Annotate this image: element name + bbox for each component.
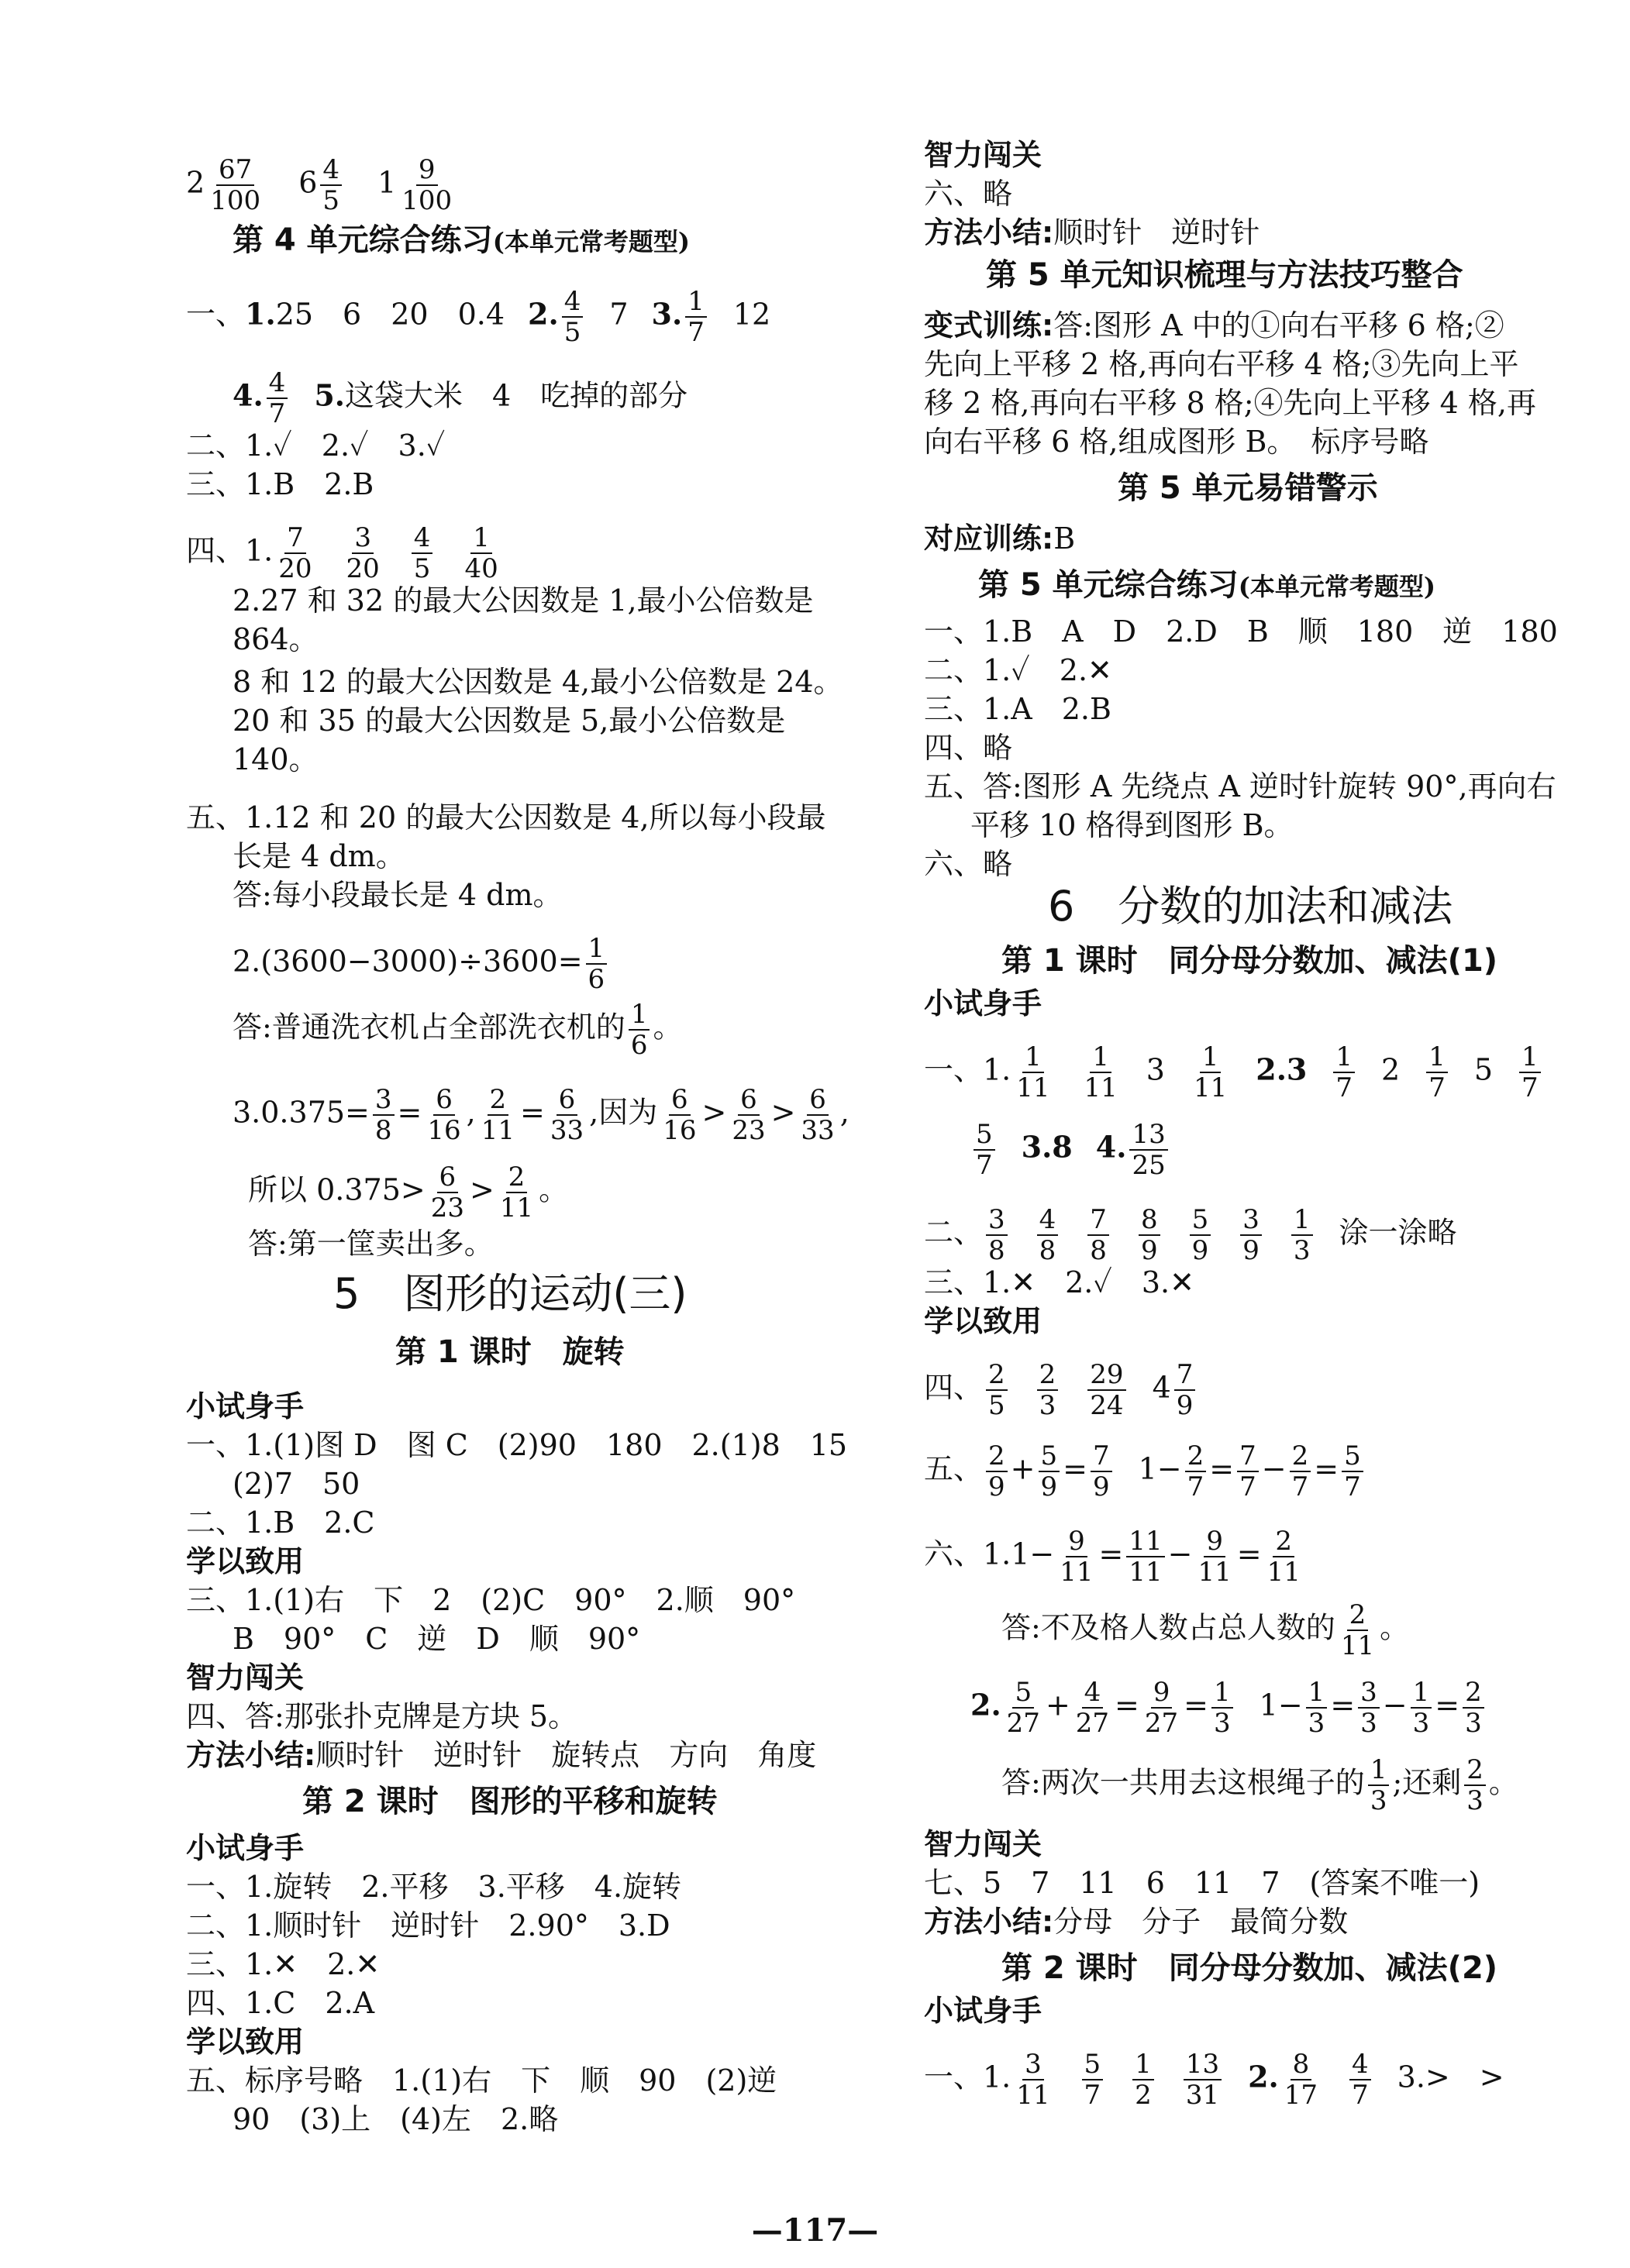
- fraction: $\frac{2}{11}$: [1266, 1526, 1301, 1588]
- corresponding-training: 对应训练:B: [924, 521, 1076, 556]
- unit5-comp-5b: 平移 10 格得到图形 B。: [970, 808, 1294, 842]
- unit4-section5-1b: 长是 4 dm。: [233, 839, 405, 873]
- fraction: $\frac{6}{16}$: [663, 1084, 697, 1146]
- unit6-heading: 6 分数的加法和减法: [1048, 882, 1453, 931]
- fraction: $\frac{1}{6}$: [629, 1000, 650, 1060]
- unit5-lesson1-title: 第 1 课时 旋转: [395, 1334, 625, 1370]
- fraction: $\frac{5}{7}$: [1082, 2049, 1104, 2110]
- fraction: $\frac{7}{9}$: [1091, 1441, 1112, 1502]
- unit6-1-line1: 一、1. $\frac{1}{11}$ $\frac{1}{11}$ 3 $\frac{1}{11}$ 2.3 $\frac{1}{7}$ 2 $\frac{1}{7}$ 5 $\frac{1}{7}$: [924, 1042, 1544, 1103]
- unit5-lesson1-method: 方法小结:顺时针 逆时针 旋转点 方向 角度: [186, 1738, 817, 1772]
- unit4-section2: 二、1.✓ 2.✓ 3.✓: [186, 428, 446, 463]
- fraction: $\frac{4}{8}$: [1037, 1205, 1059, 1265]
- unit6-lesson2-1: 一、1. $\frac{3}{11}$ $\frac{5}{7}$ $\frac{1}{2}$ $\frac{13}{31}$ 2. $\frac{8}{17}$ $\frac{4}{7}$ 3.> >: [924, 2049, 1504, 2111]
- unit5-lesson1-1a: 一、1.(1)图 D 图 C (2)90 180 2.(1)8 15: [186, 1428, 848, 1462]
- fraction: $\frac{29}{24}$: [1087, 1360, 1125, 1420]
- unit4-section4-2c: 8 和 12 的最大公因数是 4,最小公倍数是 24。: [233, 665, 843, 699]
- unit5-lesson1-2: 二、1.B 2.C: [186, 1506, 375, 1540]
- unit6-lesson1-title: 第 1 课时 同分母分数加、减法(1): [1001, 943, 1498, 979]
- fraction: $\frac{1}{3}$: [1368, 1755, 1390, 1815]
- fraction: $\frac{1}{7}$: [1426, 1042, 1448, 1103]
- fraction: $\frac{11}{11}$: [1126, 1526, 1164, 1587]
- unit4-section5-2: 2.(3600−3000)÷3600= $\frac{1}{6}$: [233, 934, 610, 994]
- lesson-use-heading: 学以致用: [924, 1304, 1042, 1338]
- fraction: $\frac{8}{9}$: [1139, 1205, 1160, 1265]
- unit5-error-title: 第 5 单元易错警示: [1118, 470, 1378, 506]
- fraction: $\frac{1}{7}$: [1519, 1042, 1541, 1103]
- fraction: $\frac{2}{7}$: [1290, 1441, 1311, 1502]
- unit5-method: 方法小结:顺时针 逆时针: [924, 215, 1260, 250]
- unit5-lesson2-title: 第 2 课时 图形的平移和旋转: [302, 1784, 718, 1819]
- unit5-lesson2-5a: 五、标序号略 1.(1)右 下 顺 90 (2)逆: [186, 2063, 777, 2098]
- unit6-4: 四、 $\frac{2}{5}$ $\frac{2}{3}$ $\frac{29}{24}$ 4 $\frac{7}{9}$: [924, 1360, 1198, 1420]
- fraction: $\frac{6}{23}$: [732, 1084, 766, 1146]
- fraction: $\frac{9}{100}$: [401, 154, 453, 216]
- unit5-lesson1-3b: B 90° C 逆 D 顺 90°: [233, 1622, 641, 1656]
- fraction: $\frac{3}{8}$: [373, 1085, 395, 1145]
- unit4-section5-3-so: 所以 0.375> $\frac{6}{23}$ > $\frac{2}{11}$ 。: [248, 1162, 569, 1223]
- fraction: $\frac{1}{2}$: [1132, 2049, 1154, 2110]
- unit4-section4-2d: 20 和 35 的最大公因数是 5,最小公倍数是: [233, 704, 786, 738]
- lesson-try-heading: 小试身手: [186, 1389, 305, 1423]
- unit4-section4-line1: 四、1. $\frac{7}{20}$ $\frac{3}{20}$ $\frac{4}{5}$ $\frac{1}{40}$: [186, 523, 504, 583]
- fraction: $\frac{7}{7}$: [1237, 1441, 1259, 1502]
- fraction: $\frac{9}{11}$: [1060, 1526, 1094, 1588]
- fraction: $\frac{2}{5}$: [986, 1360, 1008, 1420]
- unit6-1-line2: $\frac{5}{7}$ 3.8 4. $\frac{13}{25}$: [970, 1120, 1171, 1180]
- page-number: —117—: [751, 2212, 879, 2249]
- unit5-lesson2-1: 一、1.旋转 2.平移 3.平移 4.旋转: [186, 1870, 682, 1904]
- unit5-lesson1-4: 四、答:那张扑克牌是方块 5。: [186, 1699, 578, 1733]
- fraction: $\frac{1}{3}$: [1411, 1678, 1432, 1738]
- fraction: $\frac{13}{31}$: [1184, 2049, 1222, 2110]
- variant-training-3: 移 2 格,再向右平移 8 格;④先向上平移 4 格,再: [924, 386, 1536, 420]
- lesson-use-heading: 学以致用: [186, 1544, 305, 1578]
- unit4-comprehensive-title: 第 4 单元综合练习(本单元常考题型): [233, 222, 690, 258]
- unit6-6-1: 六、1.1− $\frac{9}{11}$ = $\frac{11}{11}$ − $\frac{9}{11}$ = $\frac{2}{11}$: [924, 1526, 1306, 1587]
- lesson-brain-heading: 智力闯关: [186, 1661, 305, 1695]
- fraction: $\frac{2}{11}$: [481, 1084, 515, 1146]
- fraction: $\frac{6}{33}$: [801, 1084, 835, 1146]
- unit4-section1-line2: 4. $\frac{4}{7}$ 5.这袋大米 4 吃掉的部分: [233, 367, 688, 429]
- fraction: $\frac{8}{17}$: [1284, 2049, 1318, 2111]
- variant-training-2: 先向上平移 2 格,再向右平移 4 格;③先向上平: [924, 347, 1519, 381]
- fraction: $\frac{3}{9}$: [1240, 1205, 1262, 1265]
- unit5-comp-3: 三、1.A 2.B: [924, 692, 1111, 726]
- fraction: $\frac{9}{11}$: [1198, 1526, 1232, 1588]
- unit6-6-2-answer: 答:两次一共用去这根绳子的 $\frac{1}{3}$ ;还剩 $\frac{2}{3}$ 。: [1001, 1754, 1518, 1816]
- unit4-section4-2e: 140。: [233, 742, 319, 776]
- fraction: $\frac{7}{8}$: [1087, 1205, 1109, 1265]
- unit4-section1-line1: 一、1.25 6 20 0.4 2. $\frac{4}{5}$ 7 3. $\frac{1}{7}$ 12: [186, 286, 771, 348]
- unit5-comprehensive-title: 第 5 单元综合练习(本单元常考题型): [978, 567, 1435, 603]
- fraction: $\frac{1}{11}$: [1016, 1041, 1050, 1103]
- unit4-section5-3-answer: 答:第一筐卖出多。: [248, 1227, 494, 1261]
- unit5-heading: 5 图形的运动(三): [333, 1269, 687, 1318]
- fraction: $\frac{3}{11}$: [1016, 2049, 1050, 2111]
- brain-heading: 智力闯关: [924, 138, 1042, 172]
- fraction: $\frac{3}{3}$: [1358, 1678, 1380, 1738]
- fraction: $\frac{2}{9}$: [986, 1441, 1008, 1502]
- fraction: $\frac{1}{7}$: [1333, 1042, 1355, 1103]
- fraction: $\frac{6}{16}$: [427, 1084, 461, 1146]
- fraction: $\frac{6}{23}$: [430, 1162, 464, 1223]
- fraction: $\frac{7}{20}$: [278, 522, 312, 584]
- unit4-section5-3: 3.0.375= $\frac{3}{8}$ = $\frac{6}{16}$ , $\frac{2}{11}$ = $\frac{6}{33}$ ,因为 $\frac{6}{16}$ > $\frac{6}{23}$ > $\frac{6}{33}$ ,: [233, 1084, 849, 1146]
- fraction: $\frac{1}{3}$: [1291, 1205, 1313, 1265]
- unit4-section5-1c: 答:每小段最长是 4 dm。: [233, 878, 563, 912]
- fraction: $\frac{5}{9}$: [1039, 1441, 1060, 1502]
- fraction: $\frac{1}{11}$: [1193, 1041, 1228, 1103]
- unit5-lesson2-4: 四、1.C 2.A: [186, 1986, 375, 2020]
- unit6-3: 三、1.✕ 2.✓ 3.✕: [924, 1265, 1194, 1299]
- unit6-method: 方法小结:分母 分子 最简分数: [924, 1905, 1349, 1939]
- lesson-use-heading: 学以致用: [186, 2025, 305, 2059]
- unit5-lesson1-1b: (2)7 50: [233, 1467, 360, 1501]
- fraction: $\frac{2}{11}$: [499, 1162, 534, 1223]
- unit4-section4-2b: 864。: [233, 622, 319, 656]
- lesson-try-heading: 小试身手: [186, 1831, 305, 1865]
- fraction: $\frac{4}{27}$: [1075, 1677, 1110, 1739]
- lesson-try-heading: 小试身手: [924, 986, 1042, 1020]
- fraction: $\frac{2}{3}$: [1464, 1755, 1486, 1815]
- fraction: $\frac{1}{6}$: [586, 934, 608, 994]
- variant-training-4: 向右平移 6 格,组成图形 B。 标序号略: [924, 425, 1429, 459]
- unit4-section3: 三、1.B 2.B: [186, 467, 374, 501]
- fraction: $\frac{1}{3}$: [1306, 1678, 1328, 1738]
- unit5-summary-title: 第 5 单元知识梳理与方法技巧整合: [986, 257, 1463, 293]
- fraction: $\frac{5}{9}$: [1190, 1205, 1211, 1265]
- fraction: $\frac{7}{9}$: [1174, 1360, 1196, 1420]
- fraction: $\frac{2}{3}$: [1037, 1360, 1059, 1420]
- fraction: $\frac{4}{5}$: [320, 155, 342, 215]
- unit5-comp-4: 四、略: [924, 731, 1013, 765]
- fraction: $\frac{1}{11}$: [1084, 1041, 1118, 1103]
- fraction: $\frac{4}{5}$: [562, 287, 584, 347]
- fraction: $\frac{2}{3}$: [1463, 1678, 1484, 1738]
- unit5-lesson1-3a: 三、1.(1)右 下 2 (2)C 90° 2.顺 90°: [186, 1583, 796, 1617]
- variant-training-1: 变式训练:答:图形 A 中的①向右平移 6 格;②: [924, 308, 1504, 342]
- unit6-6-1-answer: 答:不及格人数占总人数的 $\frac{2}{11}$ 。: [1001, 1599, 1410, 1661]
- fraction: $\frac{6}{33}$: [550, 1084, 584, 1146]
- fraction: $\frac{2}{11}$: [1340, 1599, 1375, 1661]
- unit4-section4-2a: 2.27 和 32 的最大公因数是 1,最小公倍数是: [233, 583, 814, 618]
- fraction: $\frac{2}{7}$: [1185, 1441, 1207, 1502]
- fraction: $\frac{1}{7}$: [685, 287, 707, 347]
- unit5-comp-6: 六、略: [924, 847, 1013, 881]
- fraction: $\frac{3}{8}$: [986, 1205, 1008, 1265]
- unit4-section5-2-answer: 答:普通洗衣机占全部洗衣机的 $\frac{1}{6}$ 。: [233, 999, 683, 1061]
- unit5-lesson2-3: 三、1.✕ 2.✕: [186, 1947, 381, 1981]
- fraction: $\frac{4}{5}$: [412, 523, 433, 583]
- fraction: $\frac{4}{7}$: [1349, 2049, 1371, 2110]
- unit5-lesson2-2: 二、1.顺时针 逆时针 2.90° 3.D: [186, 1908, 670, 1943]
- fraction: $\frac{9}{27}$: [1144, 1677, 1179, 1739]
- fraction: $\frac{5}{7}$: [974, 1120, 995, 1180]
- fraction: $\frac{5}{27}$: [1006, 1677, 1040, 1739]
- unit6-2: 二、 $\frac{3}{8}$ $\frac{4}{8}$ $\frac{7}{8}$ $\frac{8}{9}$ $\frac{5}{9}$ $\frac{3}{9}$ $\frac{1}{3}$ 涂一涂略: [924, 1204, 1457, 1266]
- lesson-brain-heading: 智力闯关: [924, 1827, 1042, 1861]
- top-fractions-line: 2 $\frac{67}{100}$ 6 $\frac{4}{5}$ 1 $\frac{9}{100}$: [186, 155, 457, 215]
- fraction: $\frac{1}{40}$: [464, 522, 498, 584]
- lesson-try-heading: 小试身手: [924, 1994, 1042, 2028]
- unit5-lesson2-5b: 90 (3)上 (4)左 2.略: [233, 2102, 559, 2136]
- fraction: $\frac{4}{7}$: [267, 368, 288, 428]
- fraction: $\frac{1}{3}$: [1211, 1678, 1233, 1738]
- fraction: $\frac{13}{25}$: [1129, 1120, 1167, 1180]
- unit5-comp-1: 一、1.B A D 2.D B 顺 180 逆 180: [924, 614, 1558, 649]
- unit6-5: 五、 $\frac{2}{9}$ + $\frac{5}{9}$ = $\frac{7}{9}$ 1− $\frac{2}{7}$ = $\frac{7}{7}$ − $\frac{2}{7}$ = $\frac{5}{7}$: [924, 1441, 1366, 1502]
- unit5-comp-5a: 五、答:图形 A 先绕点 A 逆时针旋转 90°,再向右: [924, 769, 1556, 804]
- unit4-section5-1a: 五、1.12 和 20 的最大公因数是 4,所以每小段最: [186, 800, 826, 835]
- fraction: $\frac{67}{100}$: [210, 154, 261, 216]
- unit6-6-2: 2. $\frac{5}{27}$ + $\frac{4}{27}$ = $\frac{9}{27}$ = $\frac{1}{3}$ 1− $\frac{1}{3}$ = $\frac{3}{3}$ − $\frac{1}{3}$ = $\frac{2}{3}$: [970, 1678, 1487, 1738]
- unit6-lesson2-title: 第 2 课时 同分母分数加、减法(2): [1001, 1950, 1498, 1986]
- fraction: $\frac{3}{20}$: [346, 522, 380, 584]
- fraction: $\frac{5}{7}$: [1342, 1441, 1363, 1502]
- unit5-six: 六、略: [924, 177, 1013, 211]
- unit5-comp-2: 二、1.✓ 2.✕: [924, 653, 1112, 687]
- unit6-7: 七、5 7 11 6 11 7 (答案不唯一): [924, 1866, 1480, 1900]
